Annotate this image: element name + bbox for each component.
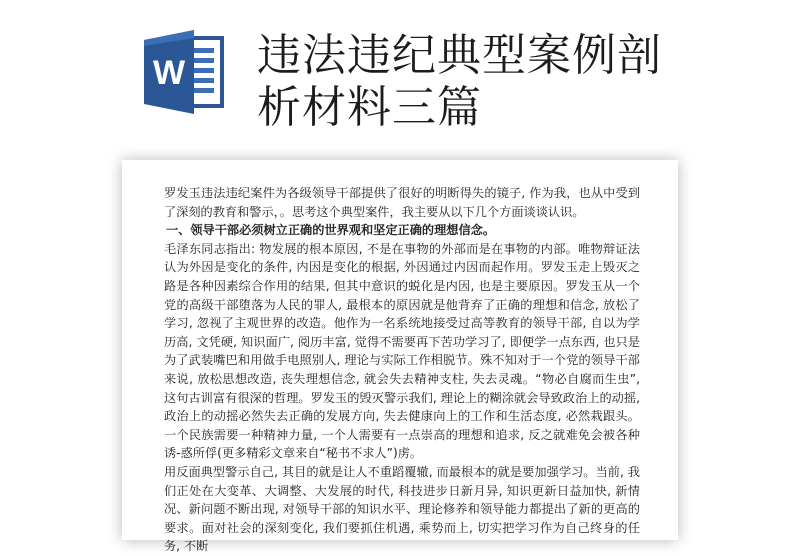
body-paragraph: 毛泽东同志指出: 物发展的根本原因, 不是在事物的外部而是在事物的内部。唯物辩证法认为外因是变化的条件, 内因是变化的根据, 外因通过内因而起作用。罗发玉走上毁灭之路是各种因素综合作用的结果, 但其中意识的蜕化是内因, 也是主要原因。罗发玉从一个党的高级干部堕落为人民的罪人, 最根本的原因就是他背弃了正确的理想和信念, 放松了学习, 忽视了主观世界的改造。他作为一名系统地接受过高等教育的领导干部, 自以为学历高, 文凭硬, 知识面广, 阅历丰富, 觉得不需要再下苦功学习了, 即便学一点东西, 也只是为了武装嘴巴和用做手电照别人, 理论与实际工作相脱节。殊不知对于一个党的领导干部来说, 放松思想改造, 丧失理想信念, 就会失去精神支柱, 失去灵魂。“物必自腐而生虫”, 这句古训富有很深的哲理。罗发玉的毁灭警示我们, 理论上的糊涂就会导致政治上的动摇, 政治上的动摇必然失去正确的发展方向, 失去健康向上的工作和生活态度, 必然栽跟头。一个民族需要一种精神力量, 一个人需要有一点崇高的理想和追求, 反之就难免会被各种诱-惑所俘(更多精彩文章来自“秘书不求人”)虏。 — [164, 241, 640, 461]
header — [0, 0, 800, 150]
section-heading: 一、领导干部必须树立正确的世界观和坚定正确的理想信念。 — [166, 223, 496, 238]
word-document-icon — [140, 28, 230, 116]
page-title: 违法违纪典型案例剖析材料三篇 — [257, 30, 662, 133]
body-paragraph: 用反面典型警示自己, 其目的就是让人不重蹈覆辙, 而最根本的就是要加强学习。当前, 我们正处在大变革、大调整、大发展的时代, 科技进步日新月异, 知识更新日益加快, 新情况、新问题不断出现, 对领导干部的知识水平、理论修养和领导能力都提出了新的更高的要求。面对社会的深刻变化, 我们要抓住机遇, 乘势而上, 切实把学习作为自己终身的任务, 不断 — [164, 464, 640, 554]
body-paragraph: 罗发玉违法违纪案件为各级领导干部提供了很好的明断得失的镜子, 作为我，也从中受到了深刻的教育和警示，。思考这个典型案件，我主要从以下几个方面谈谈认识。 — [164, 186, 640, 219]
svg-text:W: W — [152, 54, 186, 92]
document-body — [164, 184, 640, 556]
